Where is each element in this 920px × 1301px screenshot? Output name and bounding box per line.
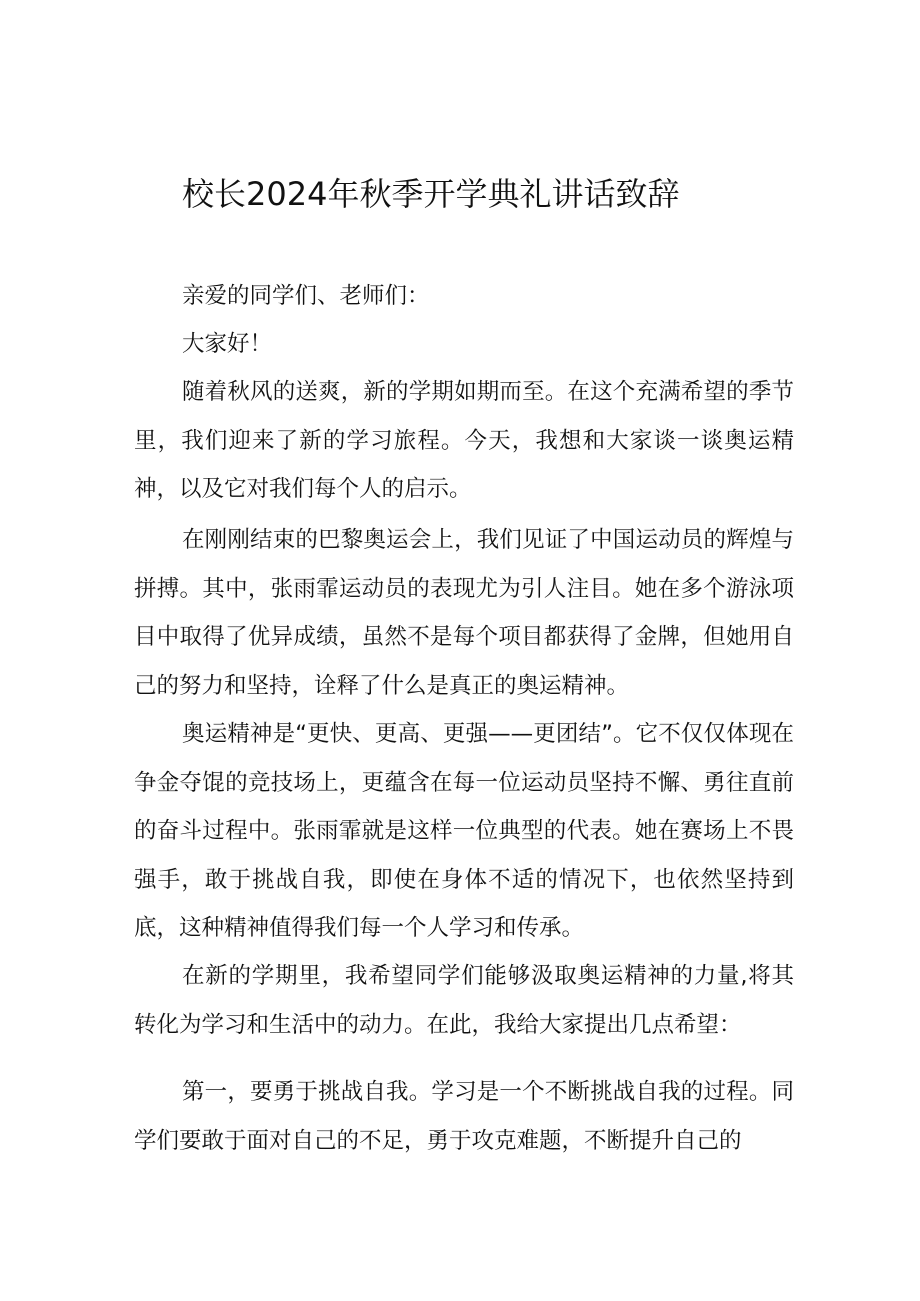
- paragraph-new-semester-hopes: 在新的学期里，我希望同学们能够汲取奥运精神的力量,将其转化为学习和生活中的动力。在此，我给大家提出几点希望：: [134, 963, 794, 1038]
- paragraph-first-hope: 第一，要勇于挑战自我。学习是一个不断挑战自我的过程。同学们要敢于面对自己的不足，勇于攻克难题，不断提升自己的: [134, 1079, 794, 1154]
- paragraph-olympic-spirit: 奥运精神是“更快、更高、更强——更团结”。它不仅仅体现在争金夺馄的竞技场上，更蕴含在每一位运动员坚持不懈、勇往直前的奋斗过程中。张雨霏就是这样一位典型的代表。她在赛场上不畏强手，敢于挑战自我，即使在身体不适的情况下，也依然坚持到底，这种精神值得我们每一个人学习和传承。: [134, 721, 794, 941]
- paragraph-autumn-intro: 随着秋风的送爽，新的学期如期而至。在这个充满希望的季节里，我们迎来了新的学习旅程。今天，我想和大家谈一谈奥运精神，以及它对我们每个人的启示。: [134, 379, 794, 502]
- hello-line: 大家好！: [182, 331, 273, 357]
- document-title: 校长2024年秋季开学典礼讲话致辞: [182, 175, 680, 213]
- paragraph-paris-olympics: 在刚刚结束的巴黎奥运会上，我们见证了中国运动员的辉煌与拼搏。其中，张雨霏运动员的表现尤为引人注目。她在多个游泳项目中取得了优异成绩，虽然不是每个项目都获得了金牌，但她用自己的努力和坚持，诠释了什么是真正的奥运精神。: [134, 527, 794, 699]
- greeting-line: 亲爱的同学们、老师们：: [182, 283, 430, 309]
